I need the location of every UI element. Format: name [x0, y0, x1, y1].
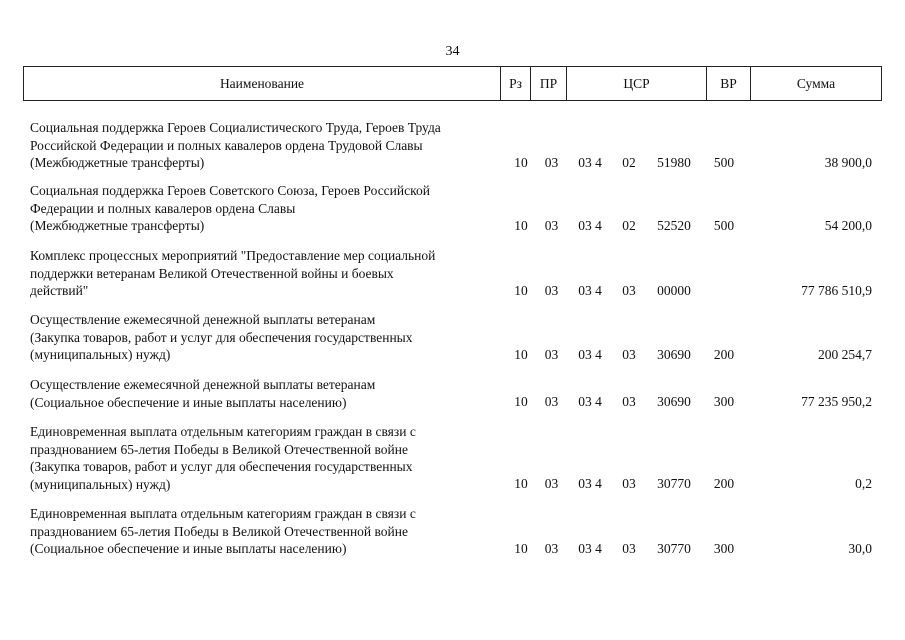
row-rz: 10	[514, 541, 528, 556]
row-name-line: Единовременная выплата отдельным категориям граждан в связи с	[30, 506, 416, 521]
row-rz: 10	[514, 283, 528, 298]
row-name-line: Социальная поддержка Героев Советского Союза, Героев Российской	[30, 183, 430, 198]
row-name-line: (Социальное обеспечение и иные выплаты населению)	[30, 541, 347, 556]
header-name: Наименование	[24, 67, 501, 100]
row-name-line: Российской Федерации и полных кавалеров ордена Трудовой Славы	[30, 137, 423, 153]
row-sum: 200 254,7	[818, 347, 872, 362]
row-csr-subprogram: 03	[622, 476, 636, 491]
row-name	[30, 505, 500, 558]
row-name	[30, 182, 500, 235]
row-csr-direction: 51980	[657, 155, 691, 170]
row-pr: 03	[544, 283, 559, 298]
row-csr-direction: 30770	[657, 541, 691, 556]
row-name-line: (Социальное обеспечение и иные выплаты населению)	[30, 394, 347, 410]
row-csr-direction: 30690	[657, 347, 691, 362]
header-pr: ПР	[531, 67, 567, 100]
header-rz: Рз	[501, 67, 531, 100]
row-vr: 500	[713, 155, 735, 170]
row-rz: 10	[514, 347, 528, 362]
row-pr: 03	[544, 541, 559, 556]
row-name-line: празднованием 65-летия Победы в Великой Отечественной войне	[30, 523, 408, 539]
row-name	[30, 311, 500, 364]
row-name-line: (Межбюджетные трансферты)	[30, 155, 205, 170]
row-csr-subprogram: 02	[622, 218, 636, 233]
row-vr: 200	[713, 347, 735, 362]
row-csr-direction: 00000	[657, 283, 691, 298]
row-csr-program: 03 4	[578, 283, 602, 298]
row-csr-subprogram: 02	[622, 155, 636, 170]
row-name	[30, 119, 500, 172]
row-csr-subprogram: 03	[622, 541, 636, 556]
row-rz: 10	[514, 218, 528, 233]
row-csr-program: 03 4	[578, 155, 602, 170]
row-name-line: (Закупка товаров, работ и услуг для обеспечения государственных	[30, 459, 413, 474]
row-name-line: Осуществление ежемесячной денежной выплаты ветеранам	[30, 377, 376, 392]
row-pr: 03	[544, 218, 559, 233]
row-rz: 10	[514, 155, 528, 170]
row-sum: 30,0	[848, 541, 872, 556]
row-name-line: Единовременная выплата отдельным категориям граждан в связи с	[30, 424, 416, 439]
row-sum: 54 200,0	[824, 218, 872, 233]
row-sum: 0,2	[855, 476, 872, 491]
row-name-line: Комплекс процессных мероприятий "Предоставление мер социальной	[30, 248, 436, 263]
row-rz: 10	[514, 394, 528, 409]
row-name	[30, 376, 500, 411]
row-sum: 77 235 950,2	[801, 394, 872, 409]
row-name-line: Осуществление ежемесячной денежной выплаты ветеранам	[30, 312, 376, 327]
row-csr-program: 03 4	[578, 476, 602, 491]
row-csr-program: 03 4	[578, 218, 602, 233]
row-vr: 300	[713, 394, 735, 409]
row-name-line: празднованием 65-летия Победы в Великой Отечественной войне	[30, 441, 408, 457]
row-csr-program: 03 4	[578, 394, 602, 409]
row-name-line: (муниципальных) нужд)	[30, 476, 171, 492]
header-sum: Сумма	[796, 76, 836, 91]
header-csr: ЦСР	[567, 67, 707, 100]
row-sum: 38 900,0	[824, 155, 872, 170]
row-name-line: поддержки ветеранам Великой Отечественной войны и боевых	[30, 265, 394, 281]
row-name-line: (Закупка товаров, работ и услуг для обеспечения государственных	[30, 329, 413, 345]
row-rz: 10	[514, 476, 528, 491]
row-vr: 200	[713, 476, 735, 491]
row-csr-subprogram: 03	[622, 394, 636, 409]
row-sum: 77 786 510,9	[801, 283, 872, 298]
row-vr: 300	[713, 541, 735, 556]
row-csr-direction: 52520	[657, 218, 691, 233]
row-csr-subprogram: 03	[622, 283, 636, 298]
row-name-line: Социальная поддержка Героев Социалистического Труда, Героев Труда	[30, 120, 441, 135]
row-csr-subprogram: 03	[622, 347, 636, 362]
row-pr: 03	[544, 155, 559, 170]
row-vr: 500	[713, 218, 735, 233]
row-name-line: Федерации и полных кавалеров ордена Славы	[30, 200, 296, 216]
row-csr-direction: 30770	[657, 476, 691, 491]
row-name	[30, 423, 500, 493]
header-vr: ВР	[707, 67, 751, 100]
row-name-line: (Межбюджетные трансферты)	[30, 218, 205, 233]
table-header	[23, 66, 882, 101]
row-pr: 03	[544, 394, 559, 409]
row-csr-direction: 30690	[657, 394, 691, 409]
row-name-line: (муниципальных) нужд)	[30, 347, 171, 362]
row-pr: 03	[544, 476, 559, 491]
row-name-line: действий"	[30, 283, 89, 298]
row-pr: 03	[544, 347, 559, 362]
page-number: 34	[445, 44, 460, 59]
row-csr-program: 03 4	[578, 541, 602, 556]
row-name	[30, 247, 500, 300]
row-csr-program: 03 4	[578, 347, 602, 362]
